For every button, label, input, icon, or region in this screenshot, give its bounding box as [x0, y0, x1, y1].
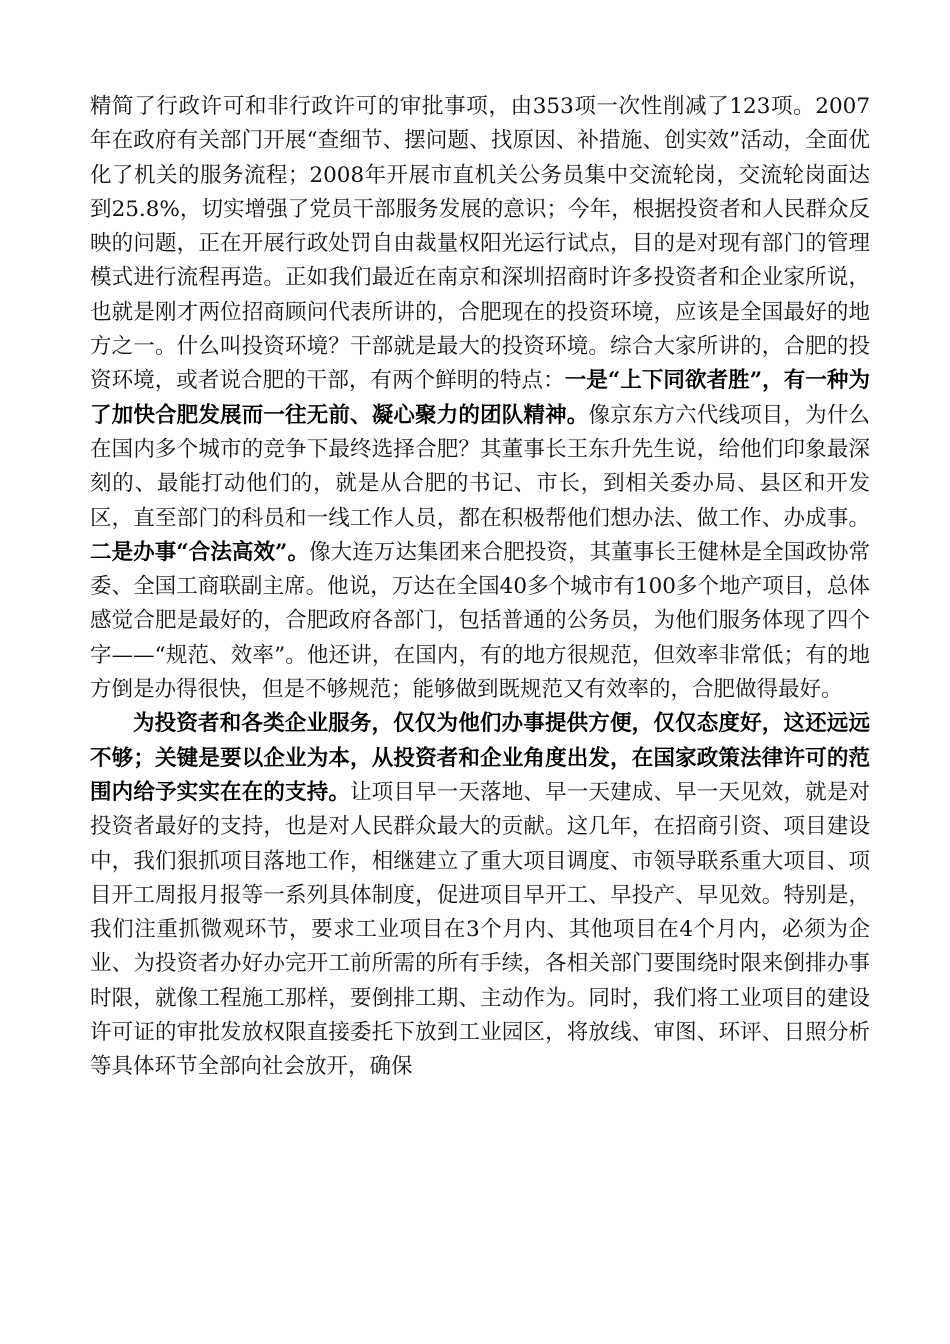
paragraph-1-bold-point-one: 一是“上下同欲者胜”，有一种为了加快合肥发展而一往无前、凝心聚力的团队精神。: [90, 368, 870, 428]
paragraph-1-text: 像京东方六代线项目，为什么在国内多个城市的竞争下最终选择合肥？其董事长王东升先生说，给他们印象最深刻的、最能打动他们的，就是从合肥的书记、市长，到相关委办局、县区和开发区，直至部门的科员和一线工作人员，都在积极帮他们想办法、做工作、办成事。: [90, 402, 870, 531]
paragraph-2-text: 让项目早一天落地、早一天建成、早一天见效，就是对投资者最好的支持，也是对人民群众最大的贡献。这几年，在招商引资、项目建设中，我们狠抓项目落地工作，相继建立了重大项目调度、市领导联系重大项目、项目开工周报月报等一系列具体制度，促进项目早开工、早投产、早见效。特别是，我们注重抓微观环节，要求工业项目在3个月内、其他项目在4个月内，必须为企业、为投资者办好办完开工前所需的所有手续，各相关部门要围绕时限来倒排办事时限，就像工程施工那样，要倒排工期、主动作为。同时，我们将工业项目的建设许可证的审批发放权限直接委托下放到工业园区，将放线、审图、环评、日照分析等具体环节全部向社会放开，确保: [90, 779, 870, 1080]
paragraph-1-bold-point-two: 二是办事“合法高效”。: [90, 539, 310, 565]
paragraph-1: [90, 90, 870, 707]
paragraph-1-text: 精简了行政许可和非行政许可的审批事项，由353项一次性削减了123项。2007年在政府有关部门开展“查细节、摆问题、找原因、补措施、创实效”活动，全面优化了机关的服务流程；2008年开展市直机关公务员集中交流轮岗，交流轮岗面达到25.8%，切实增强了党员干部服务发展的意识；今年，根据投资者和人民群众反映的问题，正在开展行政处罚自由裁量权阳光运行试点，目的是对现有部门的管理模式进行流程再造。正如我们最近在南京和深圳招商时许多投资者和企业家所说，也就是刚才两位招商顾问代表所讲的，合肥现在的投资环境，应该是全国最好的地方之一。什么叫投资环境？干部就是最大的投资环境。综合大家所讲的，合肥的投资环境，或者说合肥的干部，有两个鲜明的特点：: [90, 94, 870, 394]
document-body: [90, 90, 870, 1085]
paragraph-2: [90, 707, 870, 1084]
paragraph-2-bold-lead: 为投资者和各类企业服务，仅仅为他们办事提供方便，仅仅态度好，这还远远不够；关键是要以企业为本，从投资者和企业角度出发，在国家政策法律许可的范围内给予实实在在的支持。: [90, 711, 870, 805]
paragraph-1-text: 像大连万达集团来合肥投资，其董事长王健林是全国政协常委、全国工商联副主席。他说，万达在全国40多个城市有100多个地产项目，总体感觉合肥是最好的，合肥政府各部门，包括普通的公务员，为他们服务体现了四个字——“规范、效率”。他还讲，在国内，有的地方很规范，但效率非常低；有的地方倒是办得很快，但是不够规范；能够做到既规范又有效率的，合肥做得最好。: [90, 539, 870, 703]
